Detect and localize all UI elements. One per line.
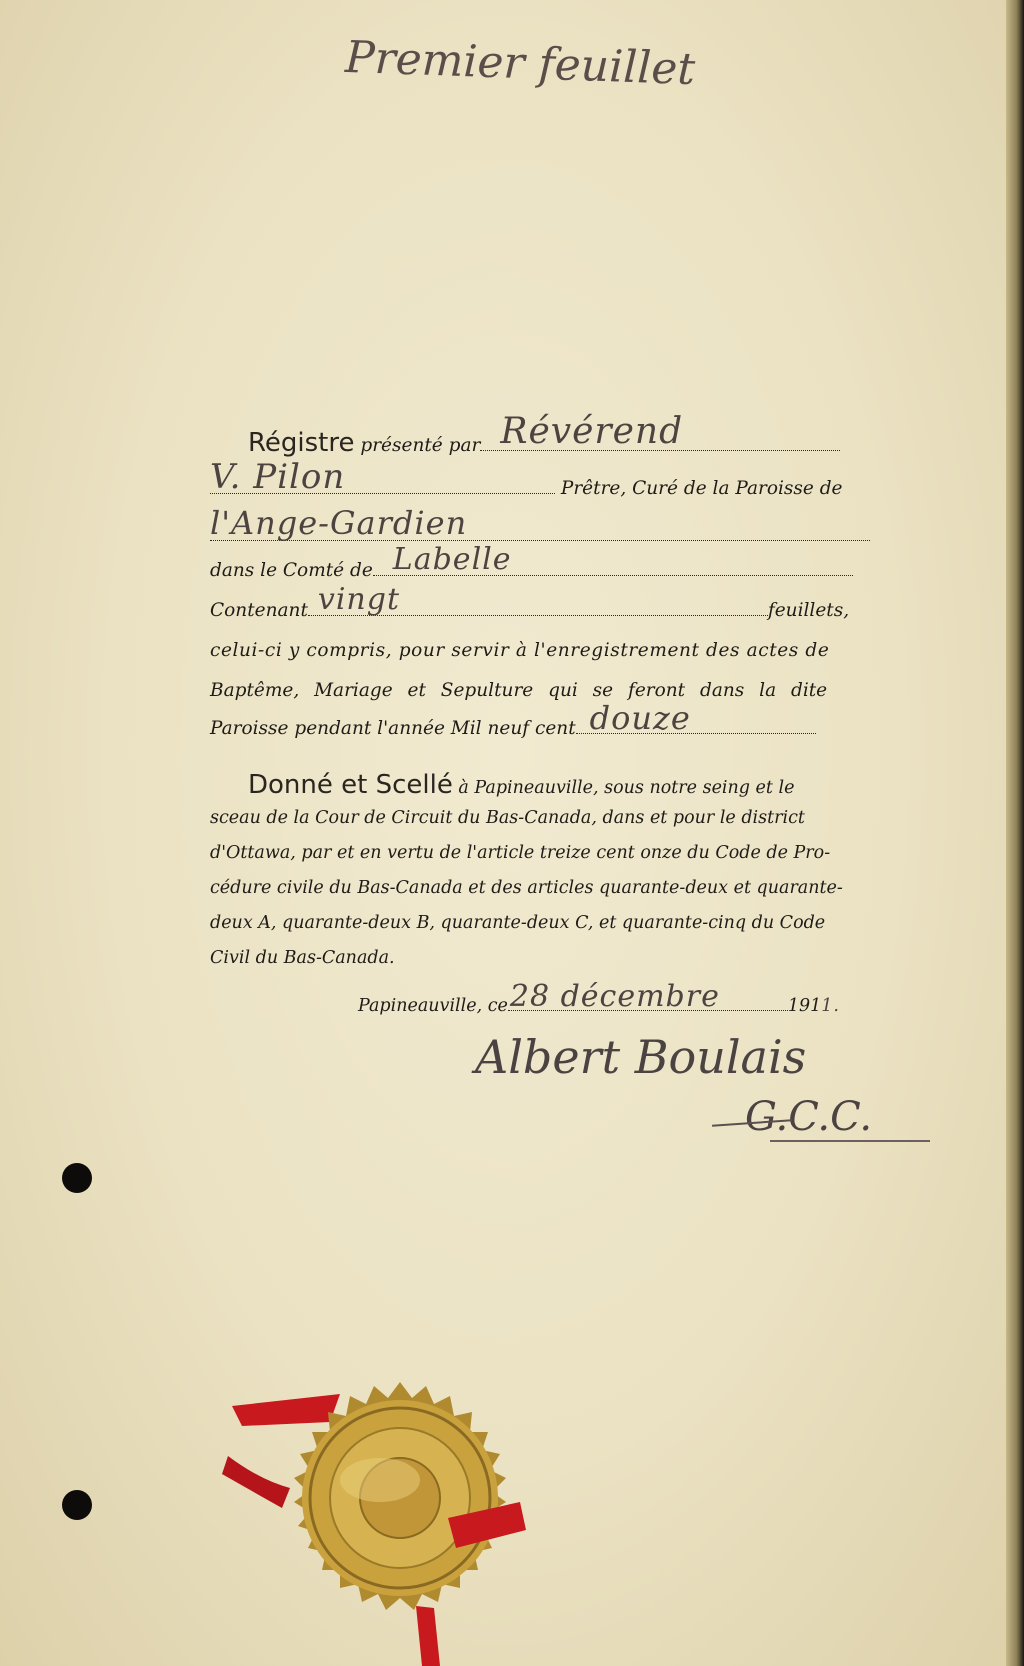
paroisse-line bbox=[210, 699, 816, 739]
parish-field bbox=[210, 504, 870, 542]
page-edge bbox=[1006, 0, 1024, 1666]
body-line-6: Civil du Bas-Canada. bbox=[210, 948, 395, 968]
comte-line bbox=[210, 542, 853, 581]
comte-label: dans le Comté de bbox=[210, 560, 373, 581]
punch-hole-upper bbox=[62, 1163, 92, 1193]
bapteme-line: Baptême, Mariage et Sepulture qui se feront dans la dite bbox=[210, 680, 828, 701]
parish-line bbox=[210, 504, 870, 546]
compris-line: celui-ci y compris, pour servir à l'enregistrement des actes de bbox=[210, 640, 830, 661]
signature-underline-2 bbox=[770, 1140, 930, 1142]
pretre-line bbox=[210, 457, 843, 499]
presenter-field-2 bbox=[210, 457, 555, 497]
registre-line bbox=[248, 411, 840, 458]
year-word: douze bbox=[589, 699, 691, 737]
year-field bbox=[576, 699, 816, 737]
presenter-name-1: Révérend bbox=[500, 411, 684, 452]
body-line-5: deux A, quarante-deux B, quarante-deux C, et quarante-cinq du Code bbox=[210, 913, 826, 933]
feuillets-count: vingt bbox=[317, 582, 401, 617]
body-line-2: sceau de la Cour de Circuit du Bas-Canada, dans et pour le district bbox=[210, 808, 805, 828]
ribbon-left-tail bbox=[222, 1456, 290, 1508]
court-seal bbox=[220, 1370, 580, 1666]
donne-label: Donné et Scellé bbox=[248, 770, 453, 800]
signature-name: Albert Boulais bbox=[475, 1030, 807, 1084]
county-name: Labelle bbox=[392, 542, 512, 577]
contenant-line bbox=[210, 582, 850, 621]
signature-title: G.C.C. bbox=[745, 1094, 873, 1140]
ribbon-left bbox=[232, 1394, 340, 1426]
county-field bbox=[373, 542, 853, 577]
date-handwritten: 28 décembre bbox=[509, 979, 720, 1014]
body-line-1: à Papineauville, sous notre seing et le bbox=[458, 778, 795, 798]
body-line-3: d'Ottawa, par et en vertu de l'article treize cent onze du Code de Pro- bbox=[210, 843, 831, 863]
pretre-text: Prêtre, Curé de la Paroisse de bbox=[560, 478, 843, 499]
contenant-label: Contenant bbox=[210, 600, 308, 621]
paroisse-text: Paroisse pendant l'année Mil neuf cent bbox=[210, 718, 576, 739]
count-field bbox=[308, 582, 768, 617]
presenter-field-1 bbox=[480, 411, 840, 452]
presenter-name-2: V. Pilon bbox=[210, 457, 346, 497]
parish-name: l'Ange-Gardien bbox=[210, 504, 468, 542]
year-digit: 1. bbox=[821, 996, 840, 1016]
body-line-4: cédure civile du Bas-Canada et des articles quarante-deux et quarante- bbox=[210, 878, 843, 898]
donne-line bbox=[248, 770, 794, 800]
date-field bbox=[508, 979, 788, 1014]
place-date-line bbox=[358, 979, 840, 1016]
presente-par-label: présenté par bbox=[360, 435, 481, 456]
ribbon-bottom bbox=[416, 1606, 440, 1666]
handwritten-title: Premier feuillet bbox=[344, 31, 696, 96]
registre-label: Régistre bbox=[248, 428, 355, 458]
year-printed: 191 bbox=[787, 996, 822, 1016]
feuillets-label: feuillets, bbox=[767, 600, 850, 621]
punch-hole-lower bbox=[62, 1490, 92, 1520]
place-date-label: Papineauville, ce bbox=[358, 996, 508, 1016]
